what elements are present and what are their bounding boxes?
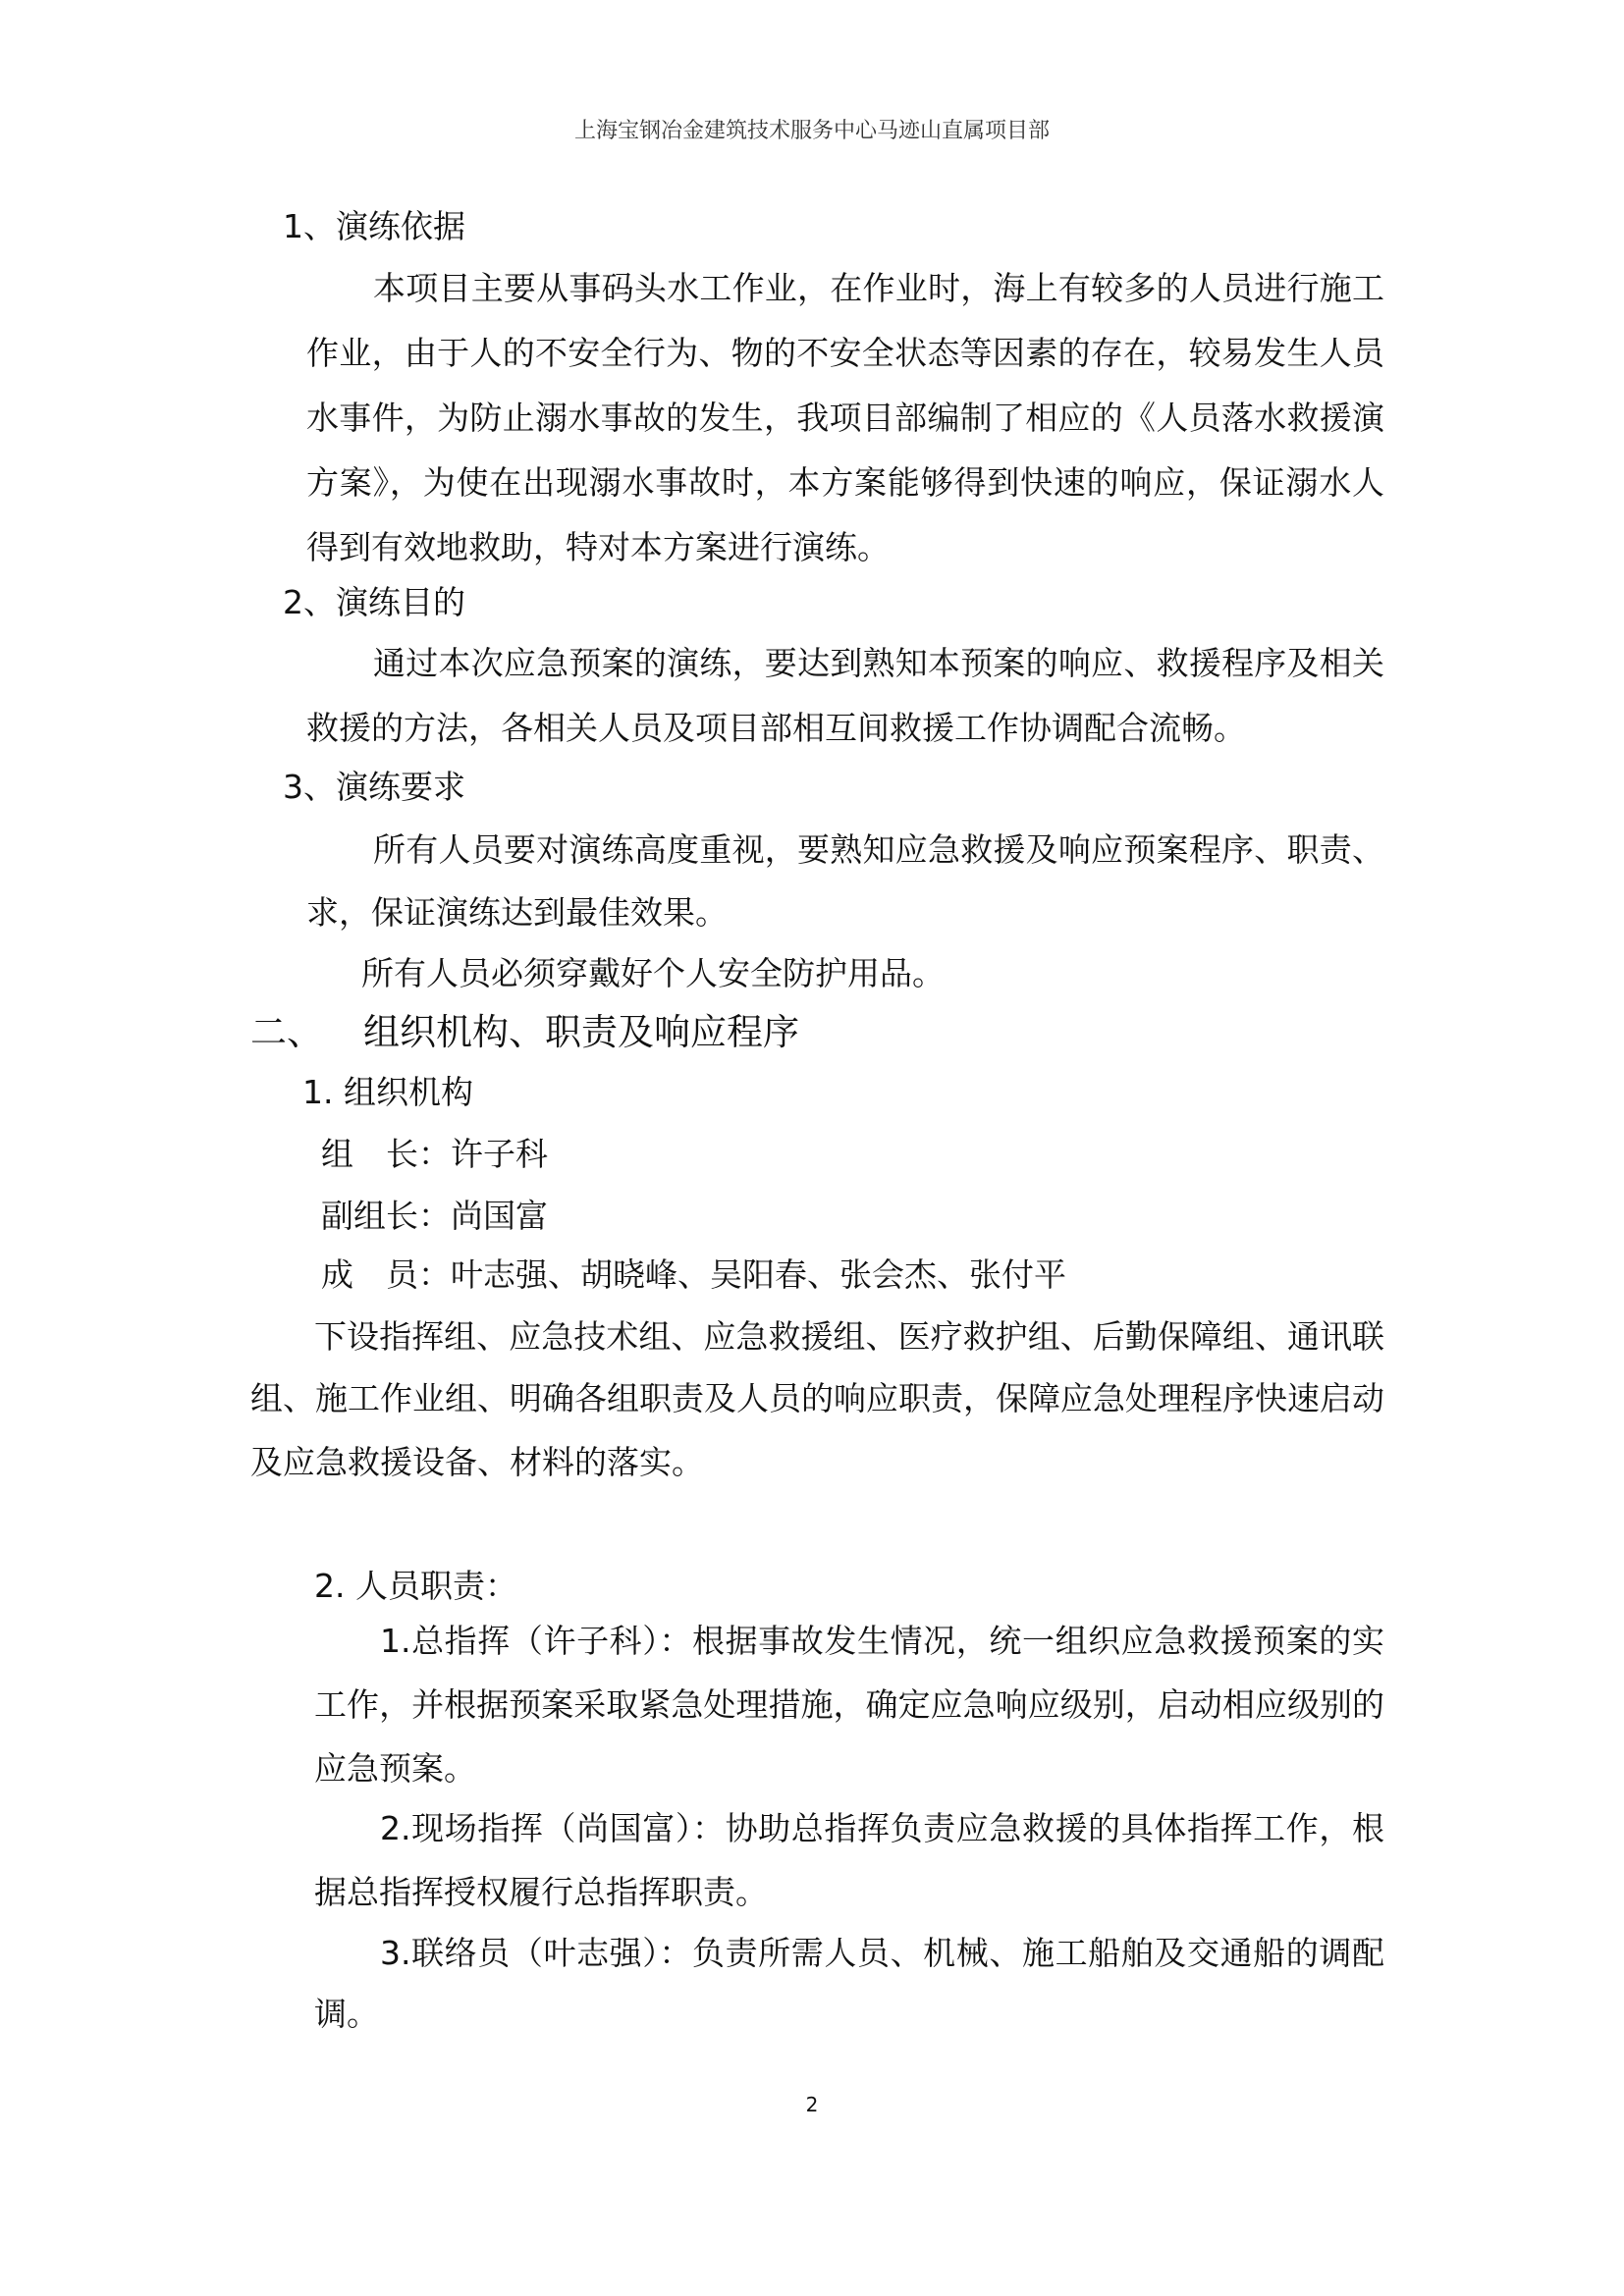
paragraph-line: 作业，由于人的不安全行为、物的不安全状态等因素的存在，较易发生人员 — [306, 334, 1384, 372]
paragraph-line: 水事件，为防止溺水事故的发生，我项目部编制了相应的《人员落水救援演 — [306, 399, 1384, 437]
paragraph-line: 据总指挥授权履行总指挥职责。 — [314, 1873, 768, 1911]
paragraph-line: 1.总指挥（许子科）：根据事故发生情况，统一组织应急救援预案的实 — [380, 1622, 1384, 1660]
chapter-title: 组织机构、职责及响应程序 — [363, 1011, 799, 1053]
paragraph-line: 下设指挥组、应急技术组、应急救援组、医疗救护组、后勤保障组、通讯联 — [314, 1317, 1384, 1356]
paragraph-line: 得到有效地救助，特对本方案进行演练。 — [306, 528, 890, 566]
page-number: 2 — [805, 2093, 819, 2116]
paragraph-line: 工作，并根据预案采取紧急处理措施，确定应急响应级别，启动相应级别的 — [314, 1685, 1384, 1724]
section-heading: 2、演练目的 — [283, 583, 465, 621]
subsection-heading: 1. 组织机构 — [302, 1073, 473, 1111]
paragraph-line: 所有人员要对演练高度重视，要熟知应急救援及响应预案程序、职责、 — [373, 830, 1384, 869]
page-header: 上海宝钢冶金建筑技术服务中心马迹山直属项目部 — [573, 119, 1050, 143]
chapter-number: 二、 — [250, 1011, 323, 1053]
paragraph-line: 本项目主要从事码头水工作业，在作业时，海上有较多的人员进行施工 — [373, 269, 1384, 307]
subsection-heading: 2. 人员职责： — [314, 1567, 517, 1605]
paragraph-line: 调。 — [314, 1995, 379, 2033]
paragraph-line: 求，保证演练达到最佳效果。 — [306, 893, 728, 932]
paragraph-line: 救援的方法，各相关人员及项目部相互间救援工作协调配合流畅。 — [306, 709, 1246, 747]
paragraph-line: 应急预案。 — [314, 1749, 476, 1788]
org-leader: 组 长：许子科 — [321, 1135, 548, 1173]
paragraph-line: 2.现场指挥（尚国富）：协助总指挥负责应急救援的具体指挥工作，根 — [380, 1809, 1384, 1847]
paragraph-line: 通过本次应急预案的演练，要达到熟知本预案的响应、救援程序及相关 — [373, 644, 1384, 682]
paragraph-line: 方案》，为使在出现溺水事故时，本方案能够得到快速的响应，保证溺水人 — [306, 463, 1384, 502]
section-heading: 1、演练依据 — [283, 207, 465, 245]
org-deputy: 副组长：尚国富 — [321, 1197, 548, 1235]
section-heading: 3、演练要求 — [283, 768, 465, 806]
paragraph-line: 及应急救援设备、材料的落实。 — [250, 1443, 704, 1481]
org-members: 成 员：叶志强、胡晓峰、吴阳春、张会杰、张付平 — [321, 1255, 1066, 1294]
paragraph-line: 3.联络员（叶志强）：负责所需人员、机械、施工船舶及交通船的调配 — [380, 1934, 1384, 1972]
paragraph-line: 组、施工作业组、明确各组职责及人员的响应职责，保障应急处理程序快速启动 — [250, 1379, 1384, 1417]
paragraph-line: 所有人员必须穿戴好个人安全防护用品。 — [361, 954, 945, 992]
